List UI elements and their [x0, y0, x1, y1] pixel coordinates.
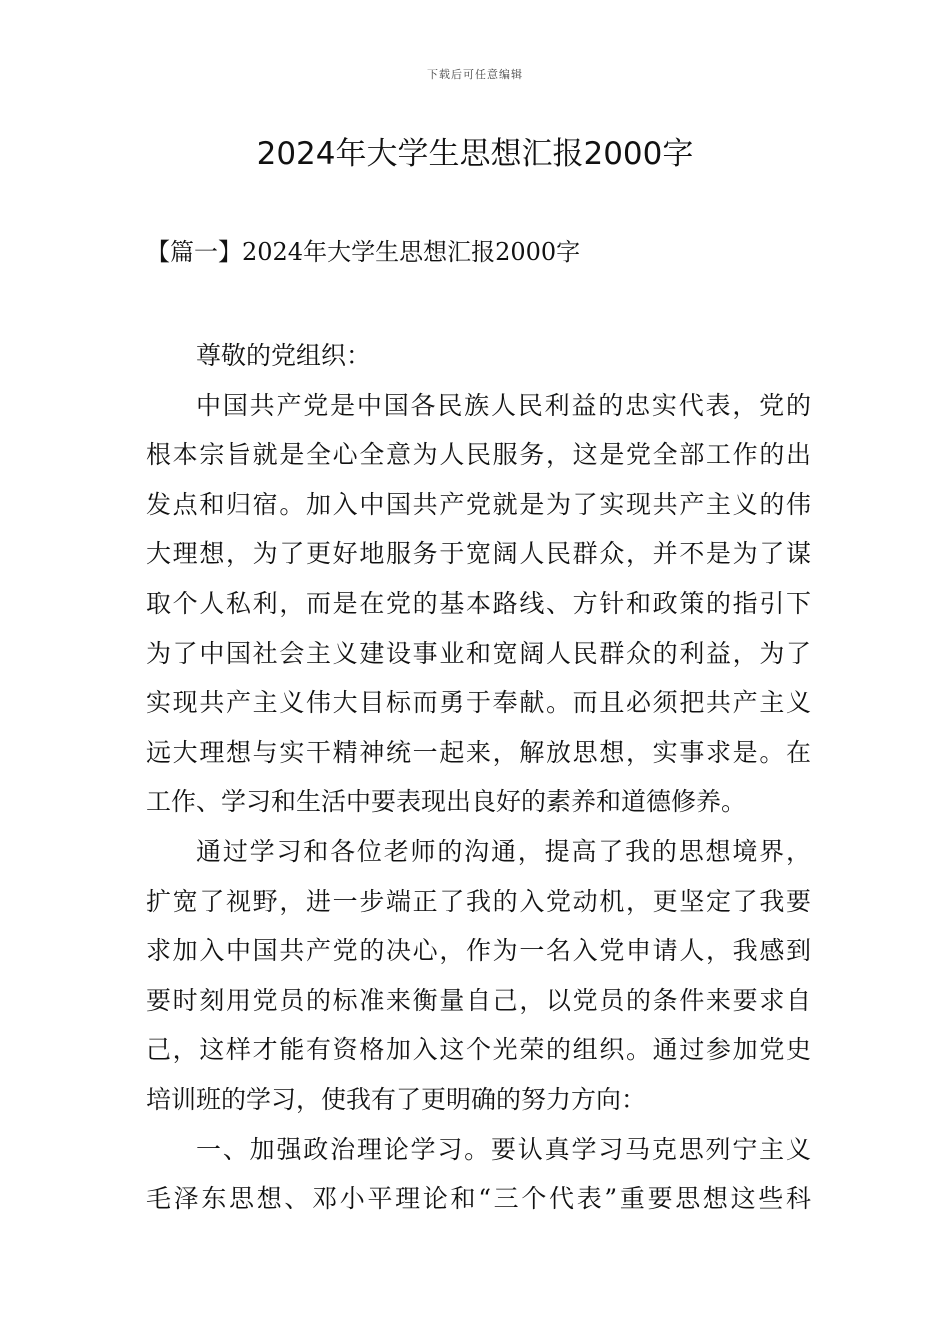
paragraph-line: 根本宗旨就是全心全意为人民服务，这是党全部工作的出	[146, 440, 811, 470]
paragraph-line: 培训班的学习，使我有了更明确的努力方向：	[146, 1084, 647, 1114]
paragraph-line: 中国共产党是中国各民族人民利益的忠实代表，党的	[196, 390, 811, 420]
document-body	[146, 331, 811, 1224]
paragraph-1	[146, 381, 811, 827]
paragraph-line: 为了中国社会主义建设事业和宽阔人民群众的利益，为了	[146, 638, 811, 668]
paragraph-line: 求加入中国共产党的决心，作为一名入党申请人，我感到	[146, 936, 811, 966]
paragraph-line: 发点和归宿。加入中国共产党就是为了实现共产主义的伟	[146, 489, 811, 519]
paragraph-line: 取个人私利，而是在党的基本路线、方针和政策的指引下	[146, 588, 811, 618]
paragraph-line: 通过学习和各位老师的沟通，提高了我的思想境界，	[196, 836, 811, 866]
paragraph-line: 实现共产主义伟大目标而勇于奉献。而且必须把共产主义	[146, 688, 811, 718]
section-heading: 【篇一】2024年大学生思想汇报2000字	[146, 238, 581, 266]
paragraph-line: 大理想，为了更好地服务于宽阔人民群众，并不是为了谋	[146, 539, 811, 569]
paragraph-line: 远大理想与实干精神统一起来，解放思想，实事求是。在	[146, 737, 811, 767]
paragraph-line: 扩宽了视野，进一步端正了我的入党动机，更坚定了我要	[146, 886, 811, 916]
paragraph-2	[146, 827, 811, 1125]
document-title: 2024年大学生思想汇报2000字	[256, 136, 694, 172]
paragraph-line: 工作、学习和生活中要表现出良好的素养和道德修养。	[146, 787, 747, 817]
paragraph-line: 己，这样才能有资格加入这个光荣的组织。通过参加党史	[146, 1035, 811, 1065]
paragraph-line: 毛泽东思想、邓小平理论和“三个代表”重要思想这些科	[146, 1184, 811, 1214]
paragraph-line: 一、加强政治理论学习。要认真学习马克思列宁主义	[196, 1134, 811, 1164]
paragraph-line: 要时刻用党员的标准来衡量自己，以党员的条件来要求自	[146, 985, 811, 1015]
paragraph-3	[146, 1125, 811, 1224]
header-note: 下载后可任意编辑	[427, 68, 523, 81]
salutation: 尊敬的党组织：	[196, 341, 372, 370]
